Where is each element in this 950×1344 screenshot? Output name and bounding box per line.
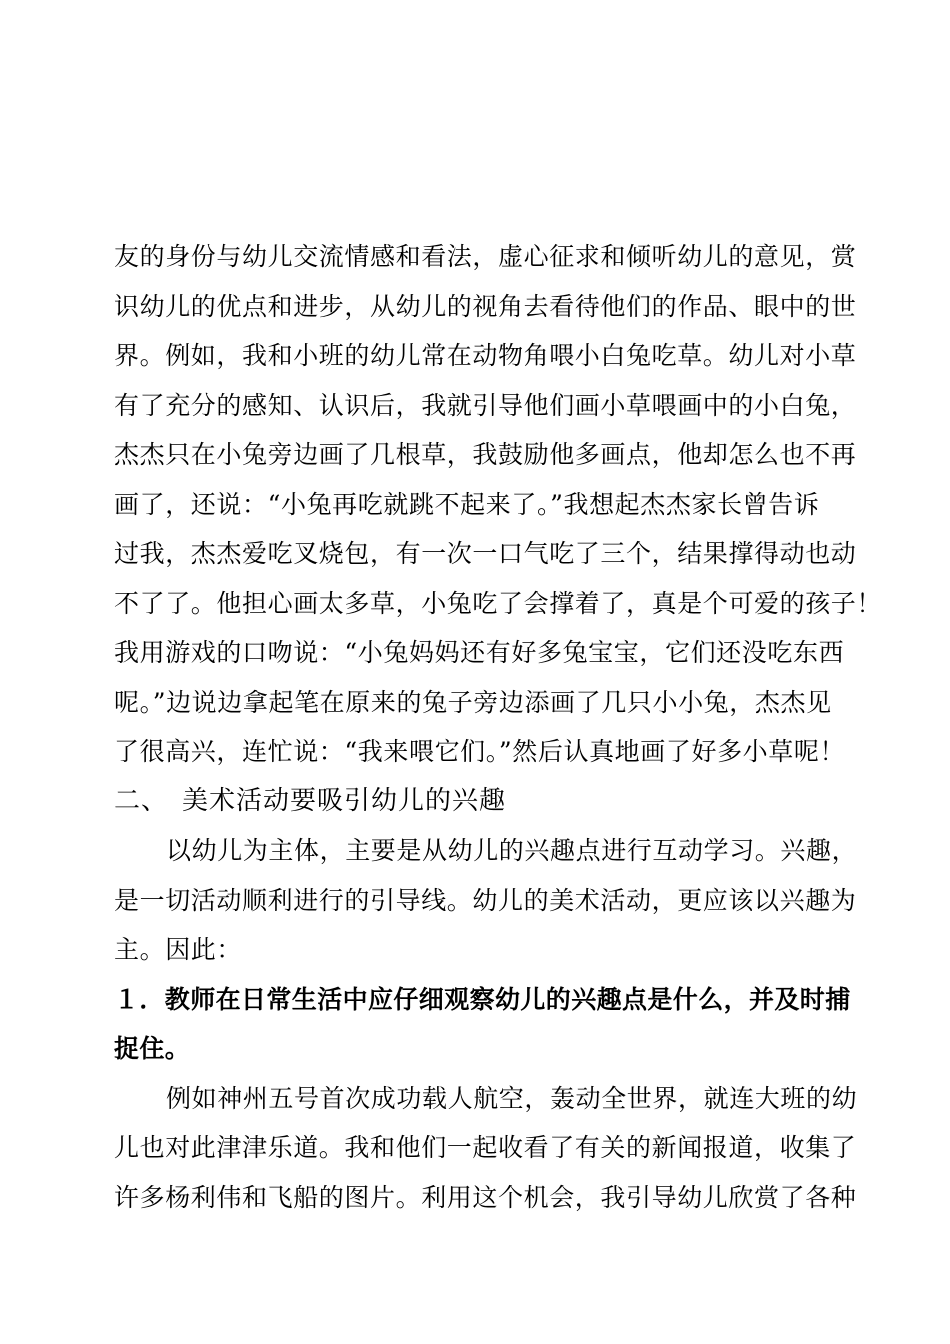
document-body (114, 232, 883, 1222)
text-line: 以幼儿为主体，主要是从幼儿的兴趣点进行互动学习。兴趣， (166, 836, 858, 865)
paragraph-3 (114, 1074, 858, 1223)
text-line: 了很高兴，连忙说：“我来喂它们。”然后认真地画了好多小草呢！ (114, 737, 846, 766)
text-line: １．教师在日常生活中应仔细观察幼儿的兴趣点是什么，并及时捕 (114, 984, 851, 1014)
paragraph-2 (114, 826, 858, 975)
text-line: 界。例如，我和小班的幼儿常在动物角喂小白兔吃草。幼儿对小草 (114, 341, 857, 370)
text-line: 我用游戏的口吻说：“小兔妈妈还有好多兔宝宝，它们还没吃东西 (114, 638, 845, 667)
section-number: 二、 (114, 785, 169, 816)
paragraph-1 (114, 232, 883, 777)
text-line: 不了了。他担心画太多草，小兔吃了会撑着了，真是个可爱的孩子！ (114, 588, 883, 618)
text-line: 捉住。 (114, 1034, 191, 1063)
text-line: 例如神州五号首次成功载人航空，轰动全世界，就连大班的幼 (166, 1083, 858, 1113)
text-line: 儿也对此津津乐道。我和他们一起收看了有关的新闻报道，收集了 (114, 1133, 857, 1162)
text-line: 画了，还说：“小兔再吃就跳不起来了。”我想起杰杰家长曾告诉 (114, 489, 820, 519)
text-line: 友的身份与幼儿交流情感和看法，虚心征求和倾听幼儿的意见，赏 (114, 242, 857, 271)
text-line: 识幼儿的优点和进步，从幼儿的视角去看待他们的作品、眼中的世 (114, 291, 857, 321)
section-heading (114, 777, 844, 827)
text-line: 过我，杰杰爱吃叉烧包，有一次一口气吃了三个，结果撑得动也动 (114, 539, 857, 568)
text-line: 有了充分的感知、认识后，我就引导他们画小草喂画中的小白兔， (114, 390, 857, 420)
text-line: 是一切活动顺利进行的引导线。幼儿的美术活动，更应该以兴趣为 (114, 885, 857, 915)
point-1-heading (114, 975, 851, 1074)
text-line: 呢。”边说边拿起笔在原来的兔子旁边添画了几只小小兔，杰杰见 (114, 687, 832, 717)
text-line: 主。因此： (114, 935, 243, 964)
text-line: 杰杰只在小兔旁边画了几根草，我鼓励他多画点，他却怎么也不再 (114, 440, 857, 469)
text-line: 许多杨利伟和飞船的图片。利用这个机会，我引导幼儿欣赏了各种 (114, 1182, 857, 1212)
section-title: 美术活动要吸引幼儿的兴趣 (182, 785, 507, 816)
